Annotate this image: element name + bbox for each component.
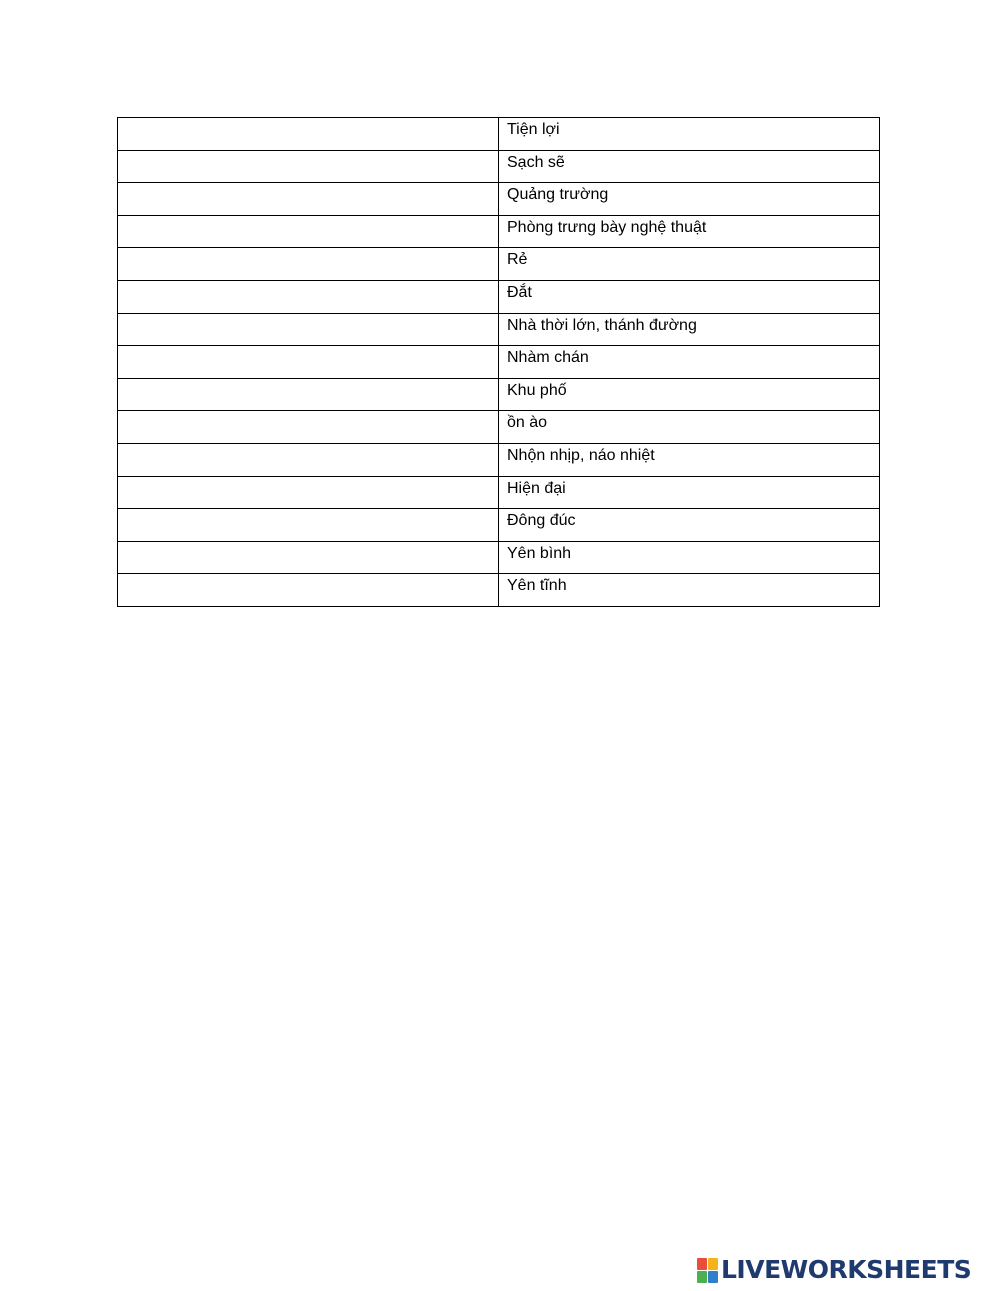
table-row — [118, 411, 880, 444]
table-row — [118, 378, 880, 411]
answer-cell[interactable] — [118, 411, 499, 444]
answer-cell[interactable] — [118, 280, 499, 313]
vocabulary-word: Nhộn nhịp, náo nhiệt — [499, 443, 880, 476]
liveworksheets-logo — [697, 1256, 971, 1284]
table-row — [118, 509, 880, 542]
table-row — [118, 183, 880, 216]
answer-cell[interactable] — [118, 215, 499, 248]
vocabulary-word: ồn ào — [499, 411, 880, 444]
answer-cell[interactable] — [118, 313, 499, 346]
vocabulary-word: Quảng trường — [499, 183, 880, 216]
vocabulary-word: Khu phố — [499, 378, 880, 411]
logo-blocks-icon — [697, 1258, 718, 1283]
vocabulary-table — [117, 117, 880, 607]
table-row — [118, 215, 880, 248]
answer-cell[interactable] — [118, 443, 499, 476]
table-row — [118, 443, 880, 476]
answer-cell[interactable] — [118, 248, 499, 281]
vocabulary-word: Nhàm chán — [499, 346, 880, 379]
vocabulary-word: Hiện đại — [499, 476, 880, 509]
table-row — [118, 541, 880, 574]
vocabulary-word: Tiện lợi — [499, 118, 880, 151]
answer-cell[interactable] — [118, 346, 499, 379]
vocabulary-word: Đắt — [499, 280, 880, 313]
answer-cell[interactable] — [118, 150, 499, 183]
answer-cell[interactable] — [118, 574, 499, 607]
table-row — [118, 313, 880, 346]
vocabulary-word: Rẻ — [499, 248, 880, 281]
answer-cell[interactable] — [118, 118, 499, 151]
table-row — [118, 476, 880, 509]
answer-cell[interactable] — [118, 541, 499, 574]
answer-cell[interactable] — [118, 476, 499, 509]
table-row — [118, 150, 880, 183]
answer-cell[interactable] — [118, 183, 499, 216]
vocabulary-word: Yên bình — [499, 541, 880, 574]
vocabulary-table-body — [118, 118, 880, 607]
table-row — [118, 574, 880, 607]
table-row — [118, 248, 880, 281]
table-row — [118, 280, 880, 313]
vocabulary-word: Nhà thời lớn, thánh đường — [499, 313, 880, 346]
answer-cell[interactable] — [118, 509, 499, 542]
vocabulary-word: Đông đúc — [499, 509, 880, 542]
vocabulary-word: Sạch sẽ — [499, 150, 880, 183]
vocabulary-word: Yên tĩnh — [499, 574, 880, 607]
table-row — [118, 346, 880, 379]
answer-cell[interactable] — [118, 378, 499, 411]
table-row — [118, 118, 880, 151]
logo-wordmark: LIVEWORKSHEETS — [721, 1255, 972, 1284]
vocabulary-word: Phòng trưng bày nghệ thuật — [499, 215, 880, 248]
